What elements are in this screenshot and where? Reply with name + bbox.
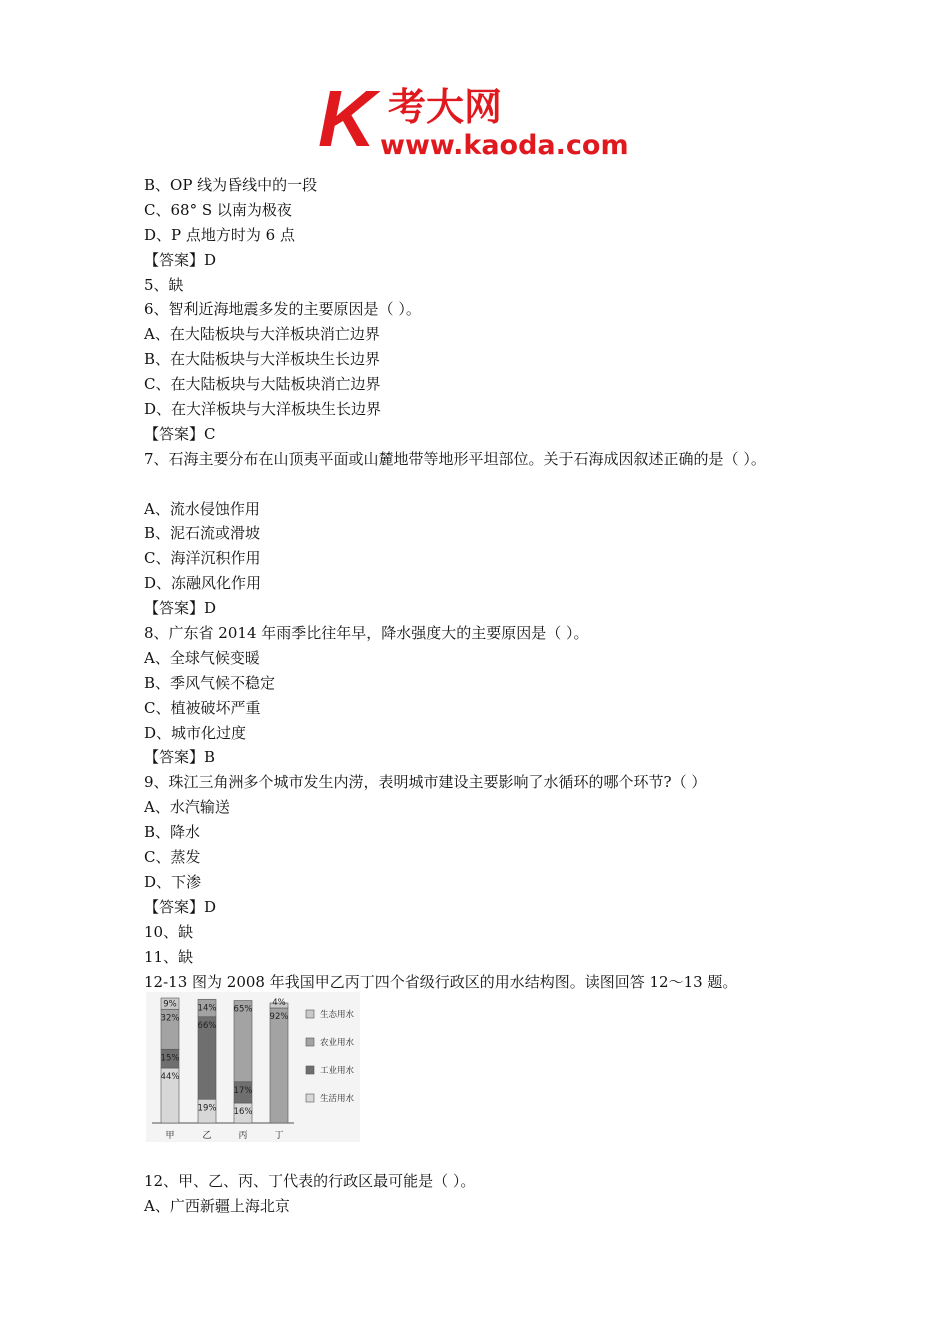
text-line: 11、缺 (144, 947, 194, 966)
legend-label: 生活用水 (320, 1094, 355, 1104)
text-line: 【答案】D (144, 599, 217, 618)
text-line: 【答案】B (144, 748, 216, 767)
bar-value-label: 65% (233, 1004, 253, 1015)
text-line: D、在大洋板块与大洋板块生长边界 (144, 400, 382, 419)
category-label: 乙 (202, 1131, 212, 1141)
bar-value-label: 66% (197, 1020, 217, 1031)
text-line: C、海洋沉积作用 (144, 549, 261, 568)
legend-swatch (306, 1066, 314, 1074)
legend-swatch (306, 1094, 314, 1102)
text-line: B、在大陆板块与大洋板块生长边界 (144, 350, 381, 369)
question-text-after-chart (144, 1169, 475, 1219)
logo-url: www.kaoda.com (380, 130, 629, 158)
text-line: 12-13 图为 2008 年我国甲乙丙丁四个省级行政区的用水结构图。读图回答 12～13 题。 (144, 972, 738, 991)
text-line: 8、广东省 2014 年雨季比往年早，降水强度大的主要原因是（ ）。 (144, 624, 589, 643)
bar-value-label: 4% (272, 998, 286, 1008)
category-label: 丙 (238, 1131, 248, 1141)
text-line: C、植被破坏严重 (144, 698, 261, 717)
text-line: C、蒸发 (144, 848, 201, 867)
text-line: A、水汽输送 (144, 798, 230, 817)
text-line: D、P 点地方时为 6 点 (144, 225, 295, 244)
bar-value-label: 92% (269, 1012, 289, 1022)
question-text (144, 173, 766, 994)
text-line: B、OP 线为昏线中的一段 (144, 176, 318, 194)
text-line: 6、智利近海地震多发的主要原因是（ ）。 (144, 300, 421, 319)
text-line: 12、甲、乙、丙、丁代表的行政区最可能是（ ）。 (144, 1172, 476, 1190)
bar-value-label: 15% (160, 1053, 180, 1064)
bar-value-label: 17% (233, 1085, 253, 1096)
text-line: B、泥石流或滑坡 (144, 524, 261, 543)
text-line: 【答案】C (144, 424, 216, 443)
text-line: 10、缺 (144, 922, 194, 941)
text-line: D、冻融风化作用 (144, 574, 262, 593)
text-line: A、在大陆板块与大洋板块消亡边界 (144, 325, 380, 344)
bar-value-label: 19% (197, 1103, 217, 1114)
text-line: 5、缺 (144, 275, 184, 294)
text-line: A、广西新疆上海北京 (144, 1196, 290, 1215)
text-line: 7、石海主要分布在山顶夷平面或山麓地带等地形平坦部位。关于石海成因叙述正确的是（ ）。 (144, 449, 766, 468)
text-line: 【答案】D (144, 250, 217, 269)
text-line: B、降水 (144, 823, 201, 842)
text-line: C、68° S 以南为极夜 (144, 200, 292, 219)
text-line: 【答案】D (144, 897, 217, 916)
bar-value-label: 32% (160, 1013, 180, 1024)
water-use-chart (144, 992, 362, 1144)
text-line: B、季风气候不稳定 (144, 673, 276, 692)
legend-label: 工业用水 (320, 1066, 355, 1076)
legend-label: 生态用水 (320, 1010, 355, 1020)
blank-line (144, 472, 766, 497)
text-line: 9、珠江三角洲多个城市发生内涝，表明城市建设主要影响了水循环的哪个环节?（ ） (144, 773, 707, 792)
text-line: A、流水侵蚀作用 (144, 499, 260, 518)
bar-丁-农业用水 (270, 1008, 288, 1123)
bar-value-label: 16% (233, 1107, 253, 1117)
text-line: C、在大陆板块与大陆板块消亡边界 (144, 375, 381, 394)
logo-title: 考大网 (388, 85, 503, 129)
bar-value-label: 9% (163, 999, 177, 1010)
bar-value-label: 14% (197, 1003, 217, 1014)
text-line: A、全球气候变暖 (144, 648, 260, 667)
bar-value-label: 44% (160, 1072, 180, 1082)
legend-label: 农业用水 (320, 1038, 355, 1048)
category-label: 丁 (274, 1131, 284, 1141)
text-line: D、下渗 (144, 872, 202, 891)
logo-mark: K (318, 82, 376, 158)
site-logo (318, 82, 638, 158)
legend-swatch (306, 1010, 314, 1018)
legend-swatch (306, 1038, 314, 1046)
category-label: 甲 (165, 1131, 175, 1141)
text-line: D、城市化过度 (144, 723, 247, 742)
